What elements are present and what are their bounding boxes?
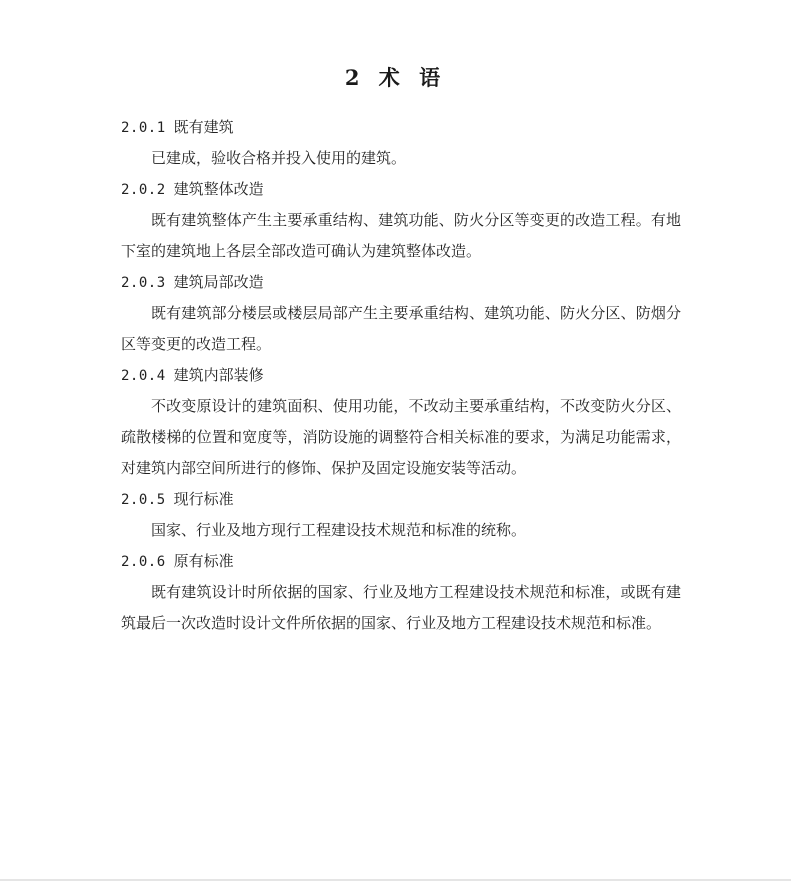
term-number: 2.0.3 <box>121 275 166 291</box>
term-definition: 既有建筑部分楼层或楼层局部产生主要承重结构、建筑功能、防火分区、防烟分区等变更的改造工程。 <box>121 304 681 353</box>
term-number: 2.0.2 <box>121 182 166 198</box>
term-number: 2.0.1 <box>121 120 166 136</box>
term-number: 2.0.6 <box>121 554 166 570</box>
term-definition: 既有建筑设计时所依据的国家、行业及地方工程建设技术规范和标准，或既有建筑最后一次改造时设计文件所依据的国家、行业及地方工程建设技术规范和标准。 <box>121 583 681 632</box>
term-2-0-6 <box>121 546 681 639</box>
term-number: 2.0.4 <box>121 368 166 384</box>
term-heading <box>121 484 681 515</box>
term-definition: 已建成，验收合格并投入使用的建筑。 <box>151 149 407 167</box>
term-2-0-1 <box>121 112 681 174</box>
term-name: 原有标准 <box>173 552 234 570</box>
term-definition: 既有建筑整体产生主要承重结构、建筑功能、防火分区等变更的改造工程。有地下室的建筑地上各层全部改造可确认为建筑整体改造。 <box>121 211 681 260</box>
term-name: 建筑整体改造 <box>173 180 264 198</box>
term-name: 建筑局部改造 <box>173 273 264 291</box>
term-name: 既有建筑 <box>173 118 234 136</box>
term-number: 2.0.5 <box>121 492 166 508</box>
term-2-0-3 <box>121 267 681 360</box>
term-definition: 国家、行业及地方现行工程建设技术规范和标准的统称。 <box>151 521 527 539</box>
term-2-0-4 <box>121 360 681 484</box>
term-heading <box>121 360 681 391</box>
term-heading <box>121 174 681 205</box>
term-heading <box>121 112 681 143</box>
term-definition: 不改变原设计的建筑面积、使用功能，不改动主要承重结构，不改变防火分区、疏散楼梯的位置和宽度等，消防设施的调整符合相关标准的要求，为满足功能需求，对建筑内部空间所进行的修饰、保护及固定设施安装等活动。 <box>121 397 681 477</box>
term-name: 建筑内部装修 <box>173 366 264 384</box>
term-heading <box>121 546 681 577</box>
term-name: 现行标准 <box>173 490 234 508</box>
term-2-0-5 <box>121 484 681 546</box>
terms-list <box>121 112 681 639</box>
term-heading <box>121 267 681 298</box>
chapter-title: 2 术 语 <box>344 65 447 90</box>
term-2-0-2 <box>121 174 681 267</box>
